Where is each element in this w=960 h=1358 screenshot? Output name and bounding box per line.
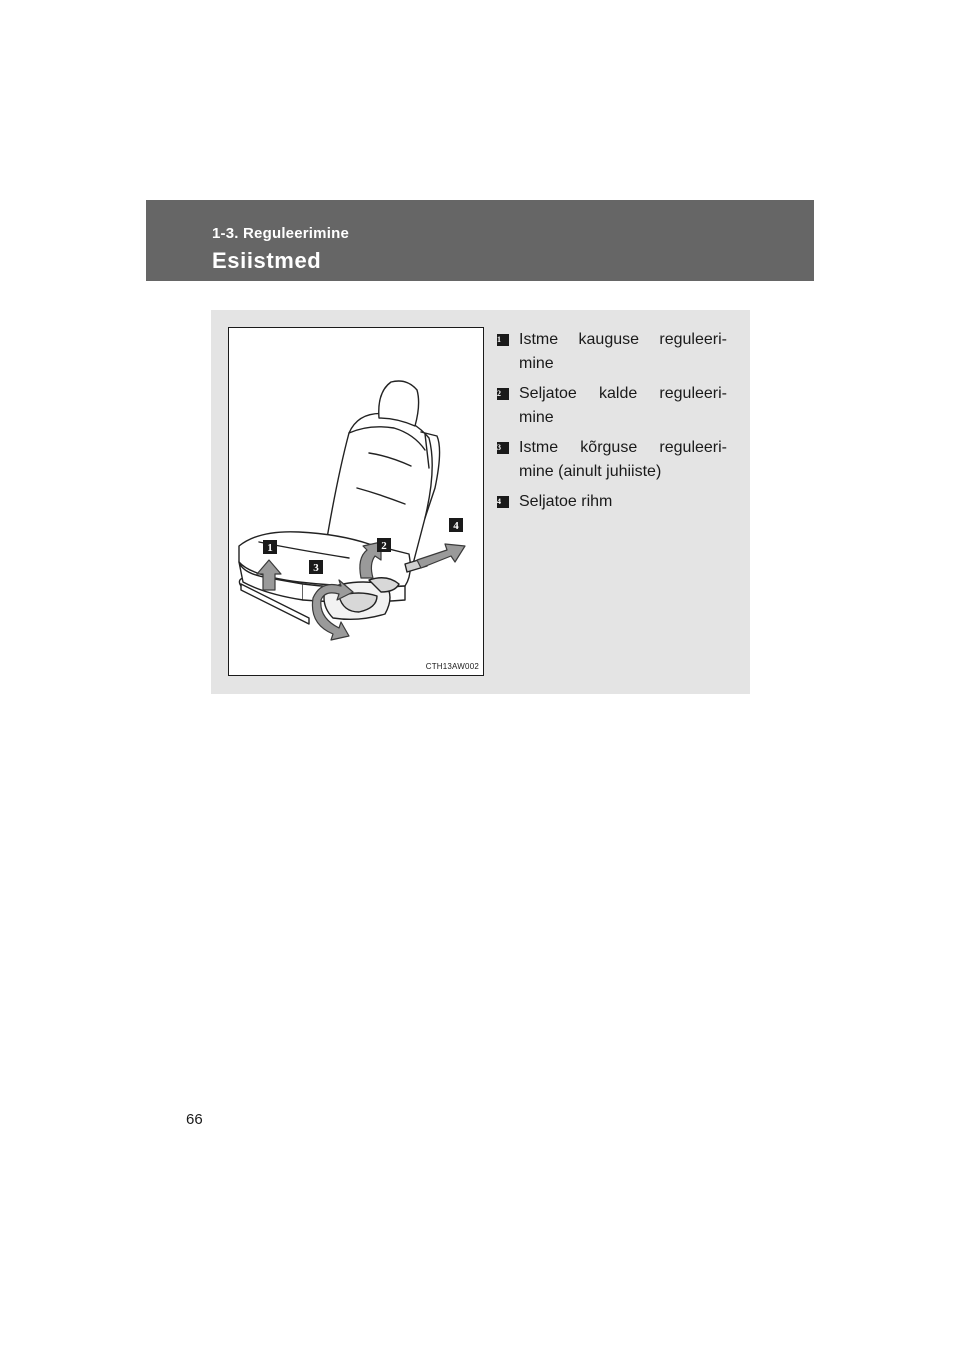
legend-item [497,382,727,430]
page-number: 66 [186,1111,203,1128]
number-badge: 1 [497,334,509,346]
number-badge: 2 [497,388,509,400]
figure-code: CTH13AW002 [425,662,479,671]
callout-1 [263,540,277,554]
svg-text:2: 2 [381,540,387,552]
legend-text: Seljatoe rihm [519,493,613,510]
svg-text:4: 4 [453,520,459,532]
legend-item [497,436,727,484]
number-badge: 3 [497,442,509,454]
chapter-header [146,200,814,281]
illustration-panel [211,310,750,694]
callout-2 [377,538,391,552]
callout-4 [449,518,463,532]
legend-item [497,328,727,376]
seat-drawing [229,328,483,675]
legend-list [497,328,727,520]
seat-illustration [228,327,484,676]
legend-item [497,490,727,514]
number-badge: 4 [497,496,509,508]
legend-text: Istme kauguse reguleeri- mine [519,331,727,372]
legend-text: Seljatoe kalde reguleeri- mine [519,385,727,426]
section-heading: 1-3. Reguleerimine [212,225,349,242]
svg-text:1: 1 [267,542,273,554]
page-title: Esiistmed [212,248,322,273]
svg-text:3: 3 [313,562,319,574]
callout-3 [309,560,323,574]
legend-text: Istme kõrguse reguleeri- mine (ainult juhiiste) [519,439,727,480]
